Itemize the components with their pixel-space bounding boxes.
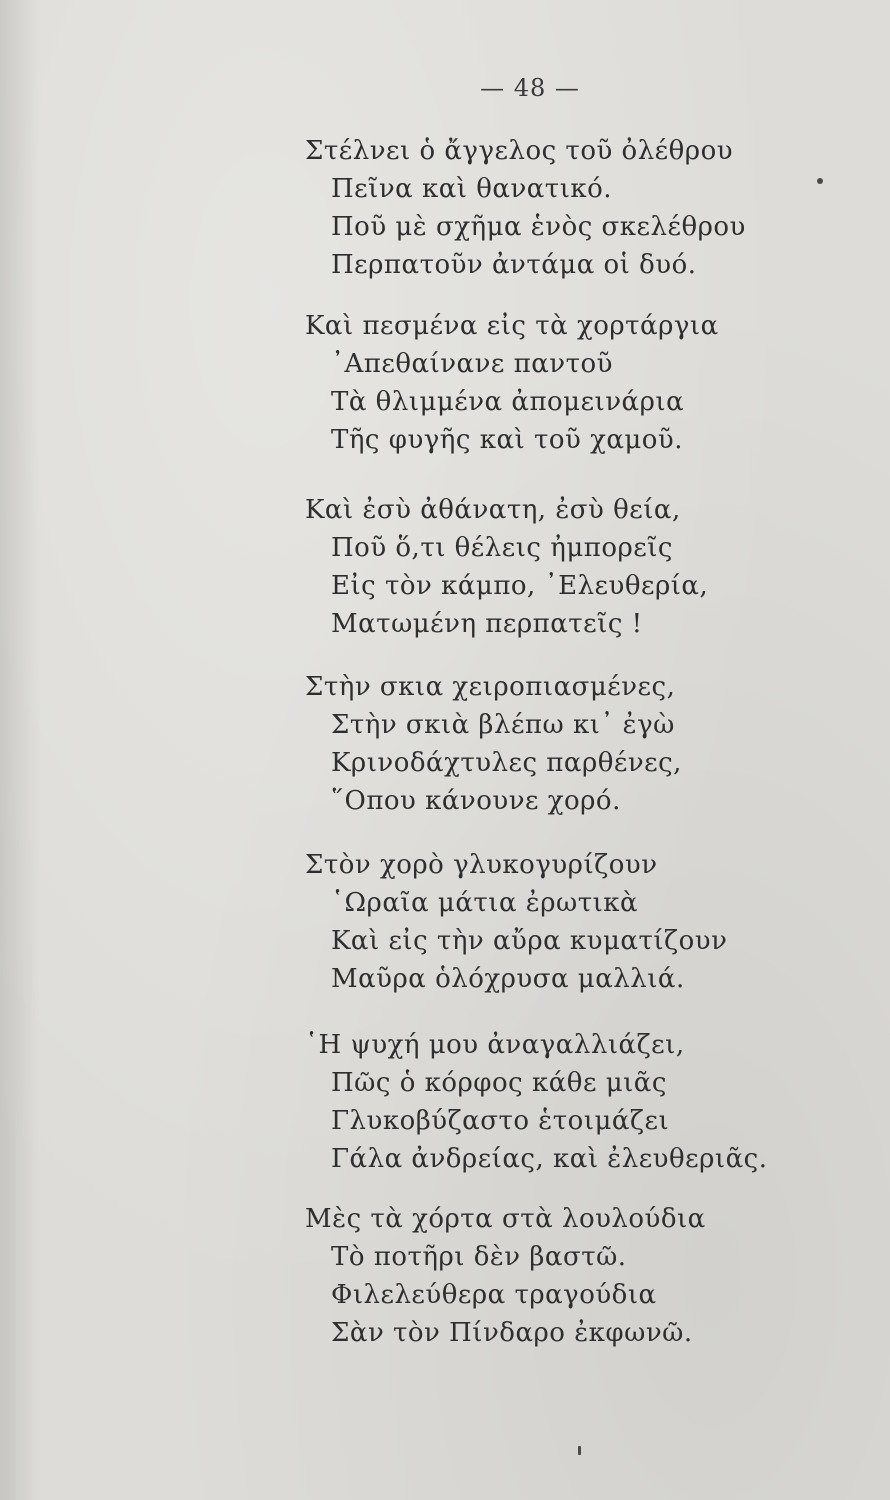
verse-line: Τῆς φυγῆς καὶ τοῦ χαμοῦ. bbox=[331, 425, 684, 455]
verse-line: Μαῦρα ὁλόχρυσα μαλλιά. bbox=[331, 964, 685, 994]
stanza-1 bbox=[305, 132, 775, 284]
verse-line: Μὲς τὰ χόρτα στὰ λουλούδια bbox=[305, 1204, 706, 1234]
verse-line: Καὶ πεσμένα εἰς τὰ χορτάργια bbox=[305, 311, 719, 341]
verse-line: Στὴν σκια χειροπιασμένες, bbox=[305, 672, 676, 702]
verse-line: Πεῖνα καὶ θανατικό. bbox=[331, 174, 613, 204]
verse-line: Γλυκοβύζαστο ἑτοιμάζει bbox=[331, 1106, 670, 1136]
stanza-3 bbox=[305, 491, 775, 643]
verse-line: Στὴν σκιὰ βλέπω κι᾿ ἐγὼ bbox=[331, 710, 675, 740]
page-number: — 48 — bbox=[480, 74, 580, 102]
verse-line: ῞Οπου κάνουνε χορό. bbox=[331, 786, 621, 816]
verse-line: Στέλνει ὁ ἄγγελος τοῦ ὀλέθρου bbox=[305, 136, 734, 166]
stanza-6 bbox=[305, 1026, 775, 1178]
stanza-4 bbox=[305, 668, 775, 820]
verse-line: Σὰν τὸν Πίνδαρο ἐκφωνῶ. bbox=[331, 1318, 693, 1348]
page-fold-shadow bbox=[0, 0, 40, 1500]
verse-line: Περπατοῦν ἀντάμα οἱ δυό. bbox=[331, 250, 697, 280]
verse-line: ῾Η ψυχή μου ἀναγαλλιάζει, bbox=[305, 1030, 685, 1060]
verse-line: ῾Ωραῖα μάτια ἐρωτικὰ bbox=[331, 888, 639, 918]
verse-line: Στὸν χορὸ γλυκογυρίζουν bbox=[305, 850, 658, 880]
verse-line: Κρινοδάχτυλες παρθένες, bbox=[331, 748, 682, 778]
verse-line: Καὶ ἐσὺ ἀθάνατη, ἐσὺ θεία, bbox=[305, 495, 681, 525]
verse-line: Πῶς ὁ κόρφος κάθε μιᾶς bbox=[331, 1068, 667, 1098]
ink-speck bbox=[817, 178, 823, 184]
stanza-2 bbox=[305, 307, 775, 459]
verse-line: Τὸ ποτῆρι δὲν βαστῶ. bbox=[331, 1242, 627, 1272]
verse-line: Φιλελεύθερα τραγούδια bbox=[331, 1280, 657, 1310]
verse-line: Ματωμένη περπατεῖς ! bbox=[331, 609, 643, 639]
stanza-5 bbox=[305, 846, 775, 998]
verse-line: Ποῦ ὅ,τι θέλεις ἠμπορεῖς bbox=[331, 533, 673, 563]
verse-line: Ποῦ μὲ σχῆμα ἑνὸς σκελέθρου bbox=[331, 212, 746, 242]
verse-line: ᾿Απεθαίνανε παντοῦ bbox=[331, 349, 613, 379]
verse-line: Γάλα ἀνδρείας, καὶ ἐλευθεριᾶς. bbox=[331, 1144, 768, 1174]
verse-line: Εἰς τὸν κάμπο, ᾿Ελευθερία, bbox=[331, 571, 709, 601]
stanza-7 bbox=[305, 1200, 775, 1352]
ink-speck bbox=[578, 1446, 581, 1455]
verse-line: Καὶ εἰς τὴν αὔρα κυματίζουν bbox=[331, 926, 728, 956]
verse-line: Τὰ θλιμμένα ἀπομεινάρια bbox=[331, 387, 685, 417]
